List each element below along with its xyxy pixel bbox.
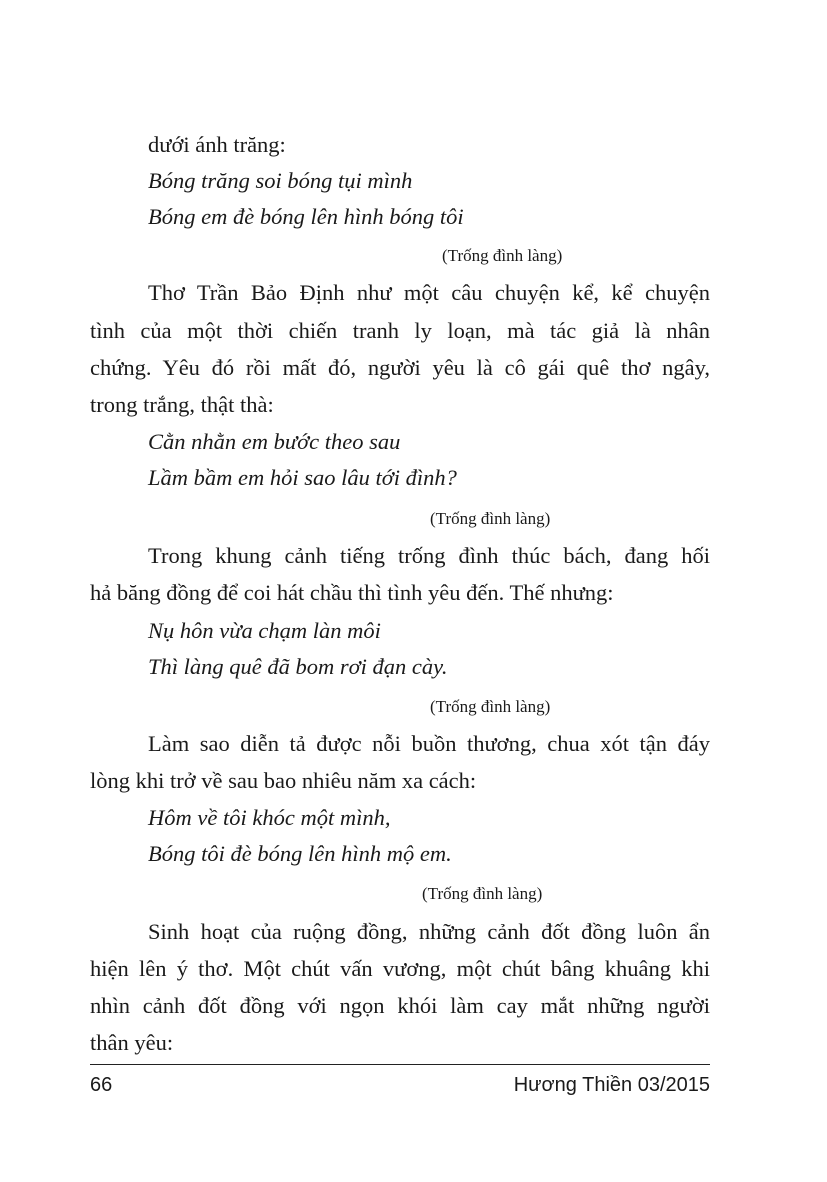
paragraph-line: hiện lên ý thơ. Một chút vấn vương, một chút bâng khuâng khi: [90, 956, 710, 981]
paragraph-line: Làm sao diễn tả được nỗi buồn thương, chua xót tận đáy: [148, 731, 710, 756]
verse-line: Thì làng quê đã bom rơi đạn cày.: [148, 654, 448, 679]
paragraph-line: trong trắng, thật thà:: [90, 392, 274, 417]
verse-line: Bóng em đè bóng lên hình bóng tôi: [148, 204, 464, 229]
paragraph-line: thân yêu:: [90, 1030, 174, 1055]
source-citation: (Trống đình làng): [422, 884, 543, 903]
verse-line: Cằn nhằn em bước theo sau: [148, 429, 401, 454]
paragraph-line: Thơ Trần Bảo Định như một câu chuyện kể, kể chuyện: [148, 280, 710, 305]
paragraph-line: lòng khi trở về sau bao nhiêu năm xa cách:: [90, 768, 477, 793]
paragraph-line: nhìn cảnh đốt đồng với ngọn khói làm cay mắt những người: [90, 993, 710, 1018]
paragraph-line: hả băng đồng để coi hát chầu thì tình yêu đến. Thế nhưng:: [90, 580, 614, 605]
page-number: 66: [90, 1074, 113, 1096]
verse-line: Hôm về tôi khóc một mình,: [148, 805, 391, 830]
paragraph-line: chứng. Yêu đó rồi mất đó, người yêu là cô gái quê thơ ngây,: [90, 355, 710, 380]
verse-line: Lầm bầm em hỏi sao lâu tới đình?: [148, 465, 457, 490]
source-citation: (Trống đình làng): [430, 509, 551, 528]
verse-line: Nụ hôn vừa chạm làn môi: [148, 618, 381, 643]
text-line: dưới ánh trăng:: [148, 132, 286, 157]
footer-rule: [90, 1064, 710, 1065]
verse-line: Bóng trăng soi bóng tụi mình: [148, 168, 413, 193]
paragraph-line: Sinh hoạt của ruộng đồng, những cảnh đốt đồng luôn ẩn: [148, 919, 710, 944]
source-citation: (Trống đình làng): [442, 246, 563, 265]
paragraph-line: tình của một thời chiến tranh ly loạn, mà tác giả là nhân: [90, 318, 710, 343]
publication-info: Hương Thiền 03/2015: [513, 1074, 710, 1096]
paragraph-line: Trong khung cảnh tiếng trống đình thúc bách, đang hối: [148, 543, 710, 568]
verse-line: Bóng tôi đè bóng lên hình mộ em.: [148, 841, 452, 866]
source-citation: (Trống đình làng): [430, 697, 551, 716]
